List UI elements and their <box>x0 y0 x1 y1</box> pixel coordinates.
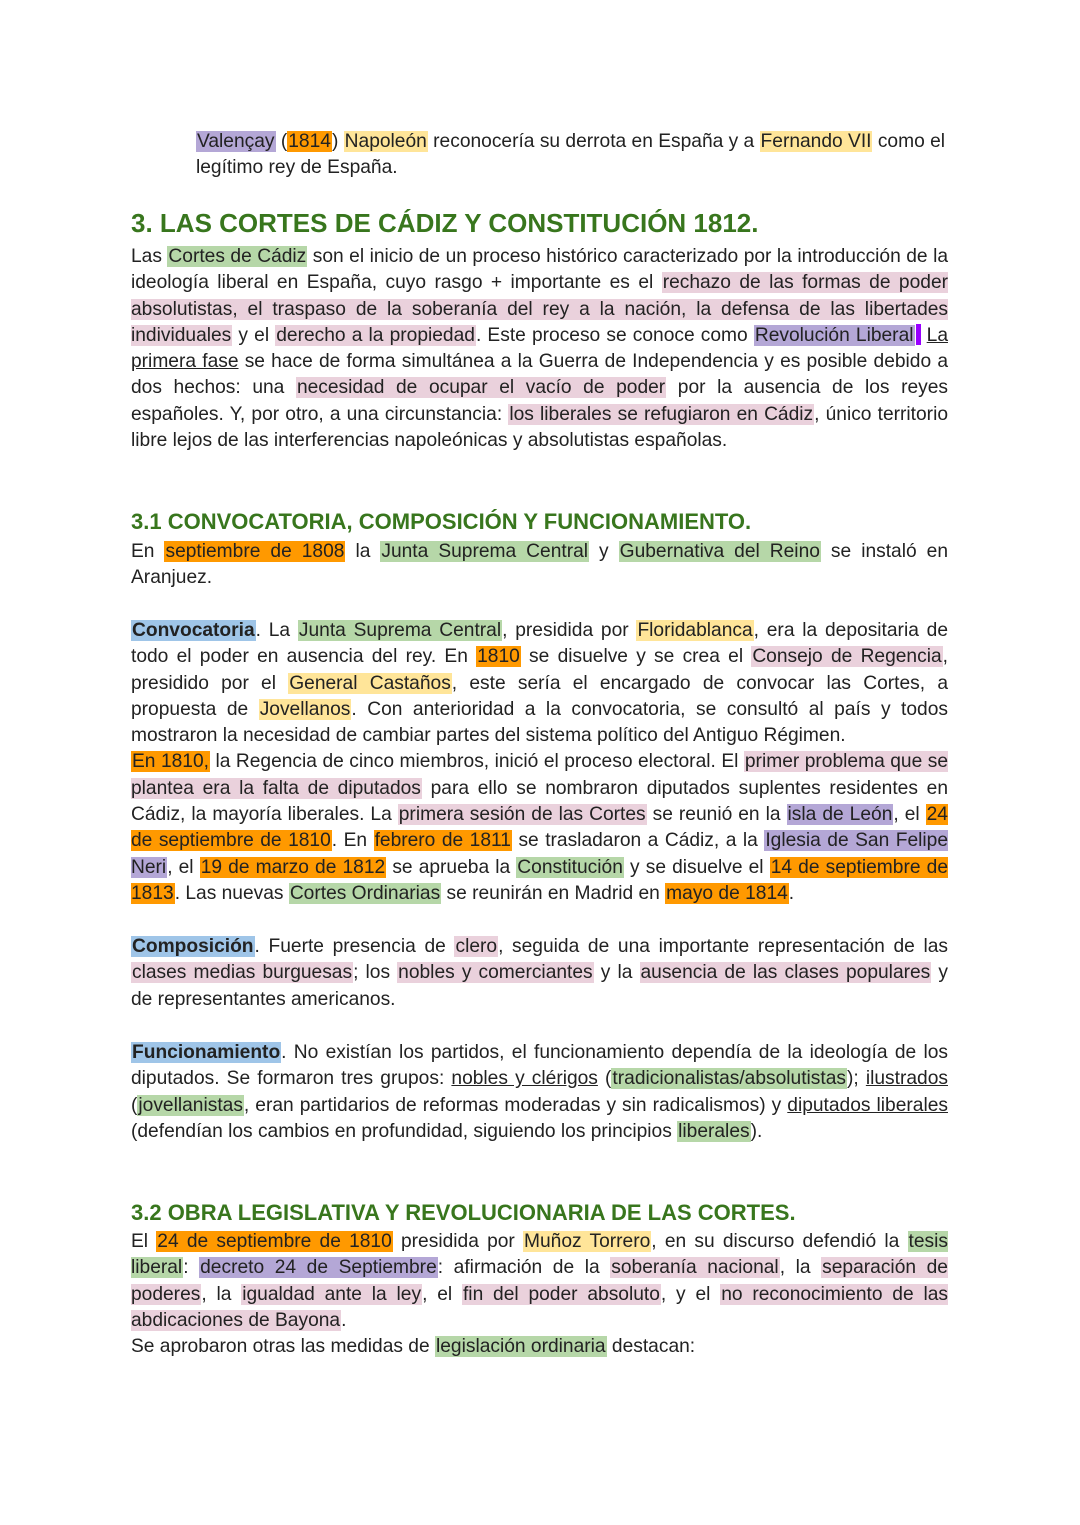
obra-legislativa-paragraph <box>131 1229 948 1360</box>
highlighted-text: Constitución <box>517 856 623 878</box>
underlined-text: diputados liberales <box>787 1094 948 1116</box>
highlighted-text: rechazo de las formas de poder absolutistas, el traspaso de la soberanía del rey a la nación, la defensa de las libertades individuales <box>131 272 949 346</box>
medidas-text: Se aprobaron otras las medidas de legislación ordinaria destacan: <box>131 1336 696 1358</box>
underlined-text: La primera fase <box>131 324 948 373</box>
highlighted-text: septiembre de 1808 <box>165 541 345 562</box>
underlined-text: ilustrados <box>865 1068 948 1090</box>
highlighted-text: Convocatoria <box>132 620 255 641</box>
text-cursor-marker <box>916 324 921 345</box>
decreto-text: El 24 de septiembre de 1810 presidida por Muñoz Torrero, en su discurso defendió la tesis liberal: decreto 24 de Septiembre: afirmación de la soberanía nacional, la separación de poderes, la igualdad ante la ley, el fin del poder absoluto, y el no reconocimiento de las abdicaciones de Bayona. <box>131 1231 948 1331</box>
highlighted-text: Consejo de Regencia <box>752 646 942 668</box>
highlighted-text: 1814 <box>288 131 331 152</box>
highlighted-text: derecho a la propiedad <box>276 324 475 346</box>
highlighted-text: Cortes de Cádiz <box>168 246 307 267</box>
highlighted-text: Valençay <box>197 131 275 152</box>
highlighted-text: ausencia de las clases populares <box>640 962 931 984</box>
section-3-2-title: 3.2 OBRA LEGISLATIVA Y REVOLUCIONARIA DE LAS CORTES. <box>131 1200 796 1225</box>
highlighted-text: primera sesión de las Cortes <box>398 804 646 826</box>
highlighted-text: liberales <box>678 1120 750 1142</box>
highlighted-text: nobles y comerciantes <box>398 962 593 984</box>
highlighted-text: necesidad de ocupar el vacío de poder <box>296 377 666 399</box>
convocatoria-text: Convocatoria. La Junta Suprema Central, presidida por Floridablanca, era la depositaria de todo el poder en ausencia del rey. En 1810 se disuelve y se crea el Consejo de Regencia, presidido por el General Castaños, este sería el encargado de convocar las Cortes, a propuesta de Jovellanos. Con anterioridad a la convocatoria, se consultó al país y todos mostraron la necesidad de cambiar partes del sistema político del Antiguo Régimen. <box>131 620 949 747</box>
section-3-1-title: 3.1 CONVOCATORIA, COMPOSICIÓN Y FUNCIONAMIENTO. <box>131 509 752 534</box>
highlighted-text: decreto 24 de Septiembre <box>200 1257 437 1279</box>
highlighted-text: Iglesia de San Felipe Neri <box>131 830 949 878</box>
highlighted-text: clero <box>455 936 498 957</box>
highlighted-text: jovellanistas <box>138 1094 243 1116</box>
highlighted-text: 14 de septiembre de 1813 <box>131 856 948 904</box>
funcionamiento-paragraph <box>131 1040 948 1145</box>
highlighted-text: legislación ordinaria <box>435 1336 606 1358</box>
highlighted-text: fin del poder absoluto <box>462 1283 660 1305</box>
highlighted-text: Composición <box>132 936 254 957</box>
junta-text: En septiembre de 1808 la Junta Suprema Central y Gubernativa del Reino se instaló en Aranjuez. <box>131 541 948 589</box>
highlighted-text: Muñoz Torrero <box>524 1231 651 1252</box>
highlighted-text: Revolución Liberal <box>754 324 914 346</box>
highlighted-text: Fernando VII <box>760 131 872 152</box>
junta-paragraph <box>131 539 948 592</box>
highlighted-text: los liberales se refugiaron en Cádiz <box>509 403 814 425</box>
highlighted-text: 24 de septiembre de 1810 <box>131 804 948 852</box>
highlighted-text: Gubernativa del Reino <box>619 541 820 562</box>
cortes-intro-text: Las Cortes de Cádiz son el inicio de un proceso histórico caracterizado por la introducción de la ideología liberal en España, cuyo rasgo + importante es el rechazo de las formas de poder absolutistas, el traspaso de la soberanía del rey a la nación, la defensa de las libertades individuales y el derecho a la propiedad. Este proceso se conoce como Revolución Liberal La primera fase se hace de forma simultánea a la Guerra de Independencia y es posible debido a dos hechos: una necesidad de ocupar el vacío de poder por la ausencia de los reyes españoles. Y, por otro, a una circunstancia: los liberales se refugiaron en Cádiz, único territorio libre lejos de las interferencias napoleónicas y absolutistas españolas. <box>131 246 949 452</box>
highlighted-text: no reconocimiento de las abdicaciones de Bayona <box>131 1283 948 1331</box>
composicion-text: Composición. Fuerte presencia de clero, seguida de una importante representación de las clases medias burguesas; los nobles y comerciantes y la ausencia de las clases populares y de representantes americanos. <box>131 936 948 1010</box>
composicion-paragraph <box>131 934 948 1013</box>
convocatoria-paragraph <box>131 618 948 907</box>
highlighted-text: clases medias burguesas <box>132 962 353 984</box>
highlighted-text: Junta Suprema Central <box>381 541 589 562</box>
highlighted-text: General Castaños <box>289 672 451 694</box>
highlighted-text: igualdad ante la ley <box>242 1283 422 1305</box>
highlighted-text: Napoleón <box>344 131 427 152</box>
highlighted-text: isla de León <box>787 804 893 826</box>
highlighted-text: 24 de septiembre de 1810 <box>157 1231 392 1252</box>
highlighted-text: tesis liberal <box>131 1231 948 1279</box>
highlighted-text: En 1810, <box>132 751 209 773</box>
highlighted-text: Floridablanca <box>637 620 753 641</box>
highlighted-text: tradicionalistas/absolutistas <box>612 1068 846 1090</box>
highlighted-text: febrero de 1811 <box>374 830 511 852</box>
highlighted-text: Junta Suprema Central <box>298 620 502 641</box>
funcionamiento-text: Funcionamiento. No existían los partidos, el funcionamiento dependía de la ideología de los diputados. Se formaron tres grupos: nobles y clérigos (tradicionalistas/absolutistas); ilustrados (jovellanistas, eran partidarios de reformas moderadas y sin radicalismos) y diputados liberales (defendían los cambios en profundidad, siguiendo los principios liberales). <box>131 1042 948 1142</box>
underlined-text: nobles y clérigos <box>451 1068 598 1090</box>
highlighted-text: Funcionamiento <box>132 1042 281 1063</box>
regencia-text: En 1810, la Regencia de cinco miembros, inició el proceso electoral. El primer problema que se plantea era la falta de diputados para ello se nombraron diputados suplentes residentes en Cádiz, la mayoría liberales. La primera sesión de las Cortes se reunió en la isla de León, el 24 de septiembre de 1810. En febrero de 1811 se trasladaron a Cádiz, a la Iglesia de San Felipe Neri, el 19 de marzo de 1812 se aprueba la Constitución y se disuelve el 14 de septiembre de 1813. Las nuevas Cortes Ordinarias se reunirán en Madrid en mayo de 1814. <box>131 751 949 904</box>
section-3-paragraph <box>131 244 948 454</box>
highlighted-text: 19 de marzo de 1812 <box>200 856 386 878</box>
highlighted-text: soberanía nacional <box>611 1257 779 1279</box>
highlighted-text: primer problema que se plantea era la falta de diputados <box>131 751 948 799</box>
highlighted-text: Cortes Ordinarias <box>289 882 441 904</box>
section-3-title: 3. LAS CORTES DE CÁDIZ Y CONSTITUCIÓN 1812. <box>131 208 759 238</box>
highlighted-text: separación de poderes <box>131 1257 948 1305</box>
intro-text: Valençay (1814) Napoleón reconocería su derrota en España y a Fernando VII como el legítimo rey de España. <box>196 131 945 179</box>
highlighted-text: mayo de 1814 <box>666 882 788 904</box>
intro-paragraph <box>196 129 948 182</box>
highlighted-text: Jovellanos <box>259 698 351 720</box>
highlighted-text: 1810 <box>477 646 520 668</box>
